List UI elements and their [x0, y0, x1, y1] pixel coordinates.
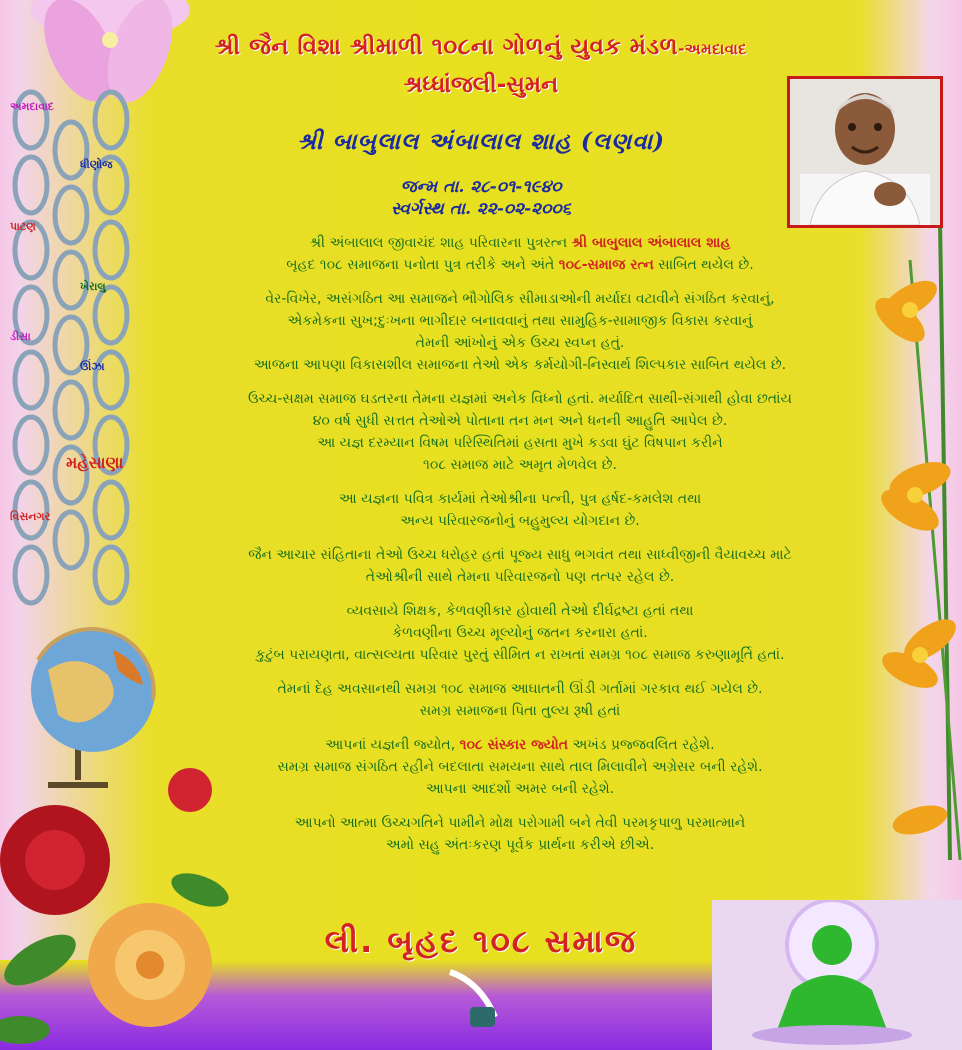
- tribute-line: [140, 734, 900, 756]
- chain-place-label: ડીસા: [10, 330, 31, 343]
- line-text: આ યજ્ઞ દરમ્યાન વિષમ પરિસ્થિતિમાં હસતા મુખે કડવા ઘુંટ વિષપાન કરીને: [317, 435, 723, 451]
- paragraph-gap: [140, 476, 900, 488]
- closing-signature: લી. બૃહદ ૧૦૮ સમાજ: [324, 922, 638, 960]
- tribute-line: [140, 254, 900, 276]
- line-text: બૃહદ ૧૦૮ સમાજના પનોતા પુત્ર તરીકે અને અંતે: [286, 257, 559, 273]
- line-highlight: ૧૦૮-સમાજ રત્ન: [558, 257, 654, 273]
- tribute-line: [140, 778, 900, 800]
- line-text: ૪૦ વર્ષ સુધી સત્તત તેઓએ પોતાના તન મન અને ધનની આહુતિ આપેલ છે.: [312, 413, 728, 429]
- paragraph-gap: [140, 276, 900, 288]
- paragraph-gap: [140, 532, 900, 544]
- organization-title: [0, 34, 962, 60]
- tribute-line: [140, 388, 900, 410]
- tribute-line: [140, 232, 900, 254]
- tribute-line: [140, 566, 900, 588]
- paragraph-gap: [140, 722, 900, 734]
- line-text: ૧૦૮ સમાજ માટે અમૃત મેળવેલ છે.: [423, 457, 617, 473]
- organization-city: -અમદાવાદ: [678, 40, 748, 58]
- tribute-line: [140, 432, 900, 454]
- line-text: આપનો આત્મા ઉચ્ચગતિને પામીને મોક્ષ પરોગામી બને તેવી પરમકૃપાળુ પરમાત્માને: [294, 815, 746, 831]
- life-dates: [0, 176, 962, 220]
- paragraph-gap: [140, 588, 900, 600]
- line-text: તેમની આંખોનું એક ઉચ્ચ સ્વપ્ન હતું.: [415, 335, 625, 351]
- chain-place-label: મહેસાણા: [66, 453, 124, 472]
- line-text: અન્ય પરિવારજનોનું બહુમુલ્ય યોગદાન છે.: [400, 513, 640, 529]
- line-text: તેઓશ્રીની સાથે તેમના પરિવારજનો પણ તત્પર રહેલ છે.: [365, 569, 675, 585]
- line-text: કુટુંબ પરાયણતા, વાત્સલ્યતા પરિવાર પુરતું સીમિત ન રાખતાં સમગ્ર ૧૦૮ સમાજ કરુણામૂર્તિ હતાં.: [255, 647, 785, 663]
- chain-decoration-icon: [6, 80, 136, 620]
- tribute-line: [140, 488, 900, 510]
- tribute-line: [140, 310, 900, 332]
- tribute-line: [140, 354, 900, 376]
- tribute-subtitle: શ્રધ્ધાંજલી-સુમન: [403, 72, 559, 98]
- paragraph-gap: [140, 666, 900, 678]
- chain-place-label: વિસનગર: [10, 510, 51, 523]
- paragraph-gap: [140, 800, 900, 812]
- line-text: અમો સહુ અંતઃકરણ પૂર્વક પ્રાર્થના કરીએ છીએ.: [385, 837, 655, 853]
- paragraph-gap: [140, 376, 900, 388]
- line-text: તેમનાં દેહ અવસાનથી સમગ્ર ૧૦૮ સમાજ આઘાતની ઊંડી ગર્તામાં ગરકાવ થઈ ગયેલ છે.: [277, 681, 763, 697]
- tribute-line: [140, 756, 900, 778]
- chain-place-label: અમદાવાદ: [10, 100, 54, 113]
- line-text: એકમેકના સુખ;દુઃખના ભાગીદાર બનાવવાનું તથા સામુહિક-સામાજીક વિકાસ કરવાનું: [287, 313, 753, 329]
- tribute-line: [140, 812, 900, 834]
- tribute-line: [140, 644, 900, 666]
- tribute-line: [140, 332, 900, 354]
- chain-place-label: ખેરાલુ: [80, 280, 106, 293]
- tribute-line: [140, 834, 900, 856]
- line-text: વેર-વિખેર, અસંગઠિત આ સમાજને ભૌગોલિક સીમાડાઓની મર્યાદા વટાવીને સંગઠિત કરવાનું,: [265, 291, 775, 307]
- organization-name: શ્રી જૈન વિશા શ્રીમાળી ૧૦૮ના ગોળનું યુવક મંડળ: [214, 34, 679, 60]
- tribute-line: [140, 410, 900, 432]
- person-name: શ્રી બાબુલાલ અંબાલાલ શાહ (લણવા): [296, 128, 665, 155]
- tribute-body: [140, 232, 900, 856]
- line-text: આપના આદર્શો અમર બની રહેશે.: [425, 781, 615, 797]
- chain-place-label: પાટણ: [10, 220, 36, 233]
- line-text-end: અખંડ પ્રજ્જવલિત રહેશે.: [568, 737, 715, 753]
- line-highlight: ૧૦૮ સંસ્કાર જ્યોત: [459, 737, 569, 753]
- tribute-line: [140, 622, 900, 644]
- line-text: ઉચ્ચ-સક્ષમ સમાજ ઘડતરના તેમના યજ્ઞમાં અનેક વિધ્નો હતાં. મર્યાદિત સાથી-સંગાથી હોવા છતાંય: [248, 391, 792, 407]
- chain-place-label: ઊંઝા: [80, 360, 105, 373]
- line-text: સમગ્ર સમાજના પિતા તુલ્ય રૂષી હતાં: [419, 703, 621, 719]
- birth-date: જન્મ તા. ૨૮-૦૧-૧૯૪૦: [400, 177, 562, 197]
- line-text-end: સાબિત થયેલ છે.: [653, 257, 754, 273]
- tribute-line: [140, 288, 900, 310]
- line-text: આપનાં યજ્ઞની જ્યોત,: [325, 737, 460, 753]
- line-highlight: શ્રી બાબુલાલ અંબાલાલ શાહ: [571, 235, 731, 251]
- tribute-line: [140, 700, 900, 722]
- line-text: કેળવણીના ઉચ્ચ મૂલ્યોનું જતન કરનારા હતાં.: [392, 625, 648, 641]
- death-date: સ્વર્ગસ્થ તા. ૨૨-૦૨-૨૦૦૬: [390, 199, 572, 219]
- tribute-line: [140, 600, 900, 622]
- line-text: વ્યવસાયે શિક્ષક, કેળવણીકાર હોવાથી તેઓ દીર્ઘદ્રષ્ટા હતાં તથા: [346, 603, 694, 619]
- quill-inkpot-icon: [440, 962, 510, 1032]
- tribute-line: [140, 544, 900, 566]
- tribute-line: [140, 454, 900, 476]
- tribute-line: [140, 678, 900, 700]
- line-text: આજના આપણા વિકાસશીલ સમાજના તેઓ એક કર્મયોગી-નિસ્વાર્થ શિલ્પકાર સાબિત થયેલ છે.: [253, 357, 787, 373]
- line-text: શ્રી અંબાલાલ જીવાચંદ શાહ પરિવારના પુત્રરત્ન: [309, 235, 572, 251]
- line-text: સમગ્ર સમાજ સંગઠિત રહીને બદલાતા સમયના સાથે તાલ મિલાવીને અગ્રેસર બની રહેશે.: [277, 759, 763, 775]
- line-text: જૈન આચાર સંહિતાના તેઓ ઉચ્ચ ધરોહર હતાં પૂજ્ય સાધુ ભગવંત તથા સાધ્વીજીની વૈયાવચ્ચ માટે: [248, 547, 792, 563]
- line-text: આ યજ્ઞના પવિત્ર કાર્યમાં તેઓશ્રીના પત્ની, પુત્ર હર્ષદ-કમલેશ તથા: [338, 491, 702, 507]
- chain-place-label: ધીણોજ: [80, 158, 113, 171]
- tribute-line: [140, 510, 900, 532]
